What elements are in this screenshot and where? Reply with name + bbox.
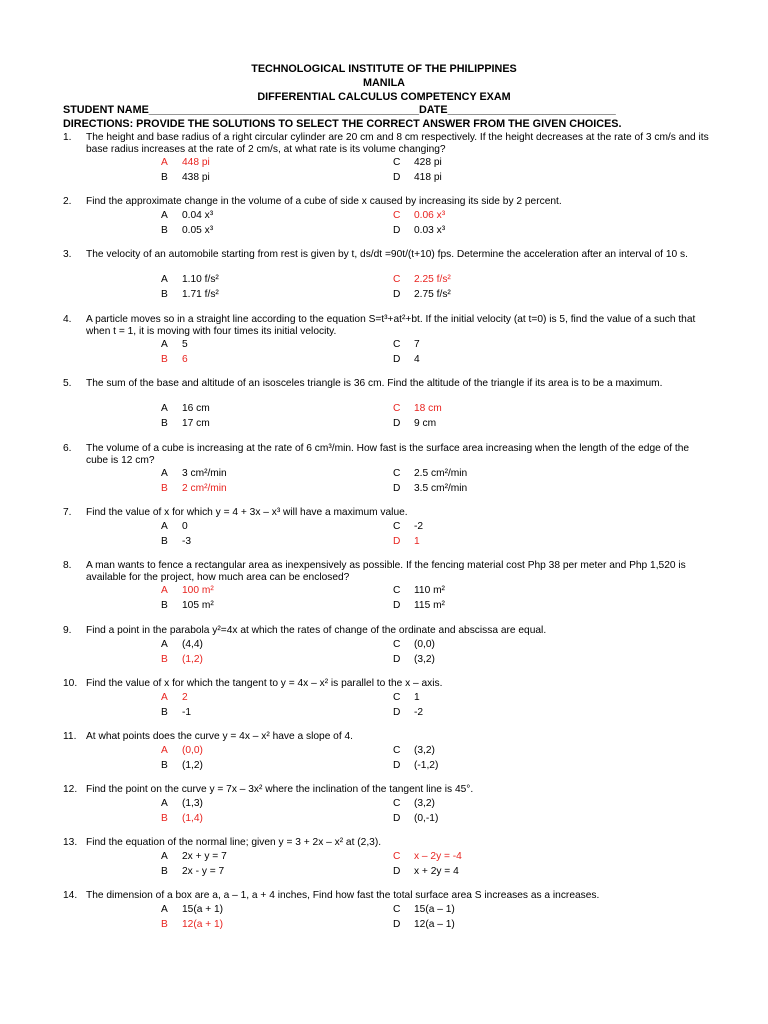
city-heading: MANILA (363, 77, 405, 89)
choice-value: 110 m² (414, 585, 445, 596)
answer-choice-a (161, 339, 188, 350)
answer-choice-d (393, 172, 442, 183)
choice-letter: D (393, 289, 401, 300)
question-text: The height and base radius of a right circular cylinder are 20 cm and 8 cm respectively. If the height decreases at the rate of 3 cm/s and its base radius increases at the rate of 2 cm/s, at what rate is its volume changing? (86, 132, 709, 155)
choice-letter: A (161, 904, 168, 915)
choice-letter: C (393, 403, 401, 414)
choice-value: 15(a + 1) (182, 904, 224, 915)
choice-value: 16 cm (182, 403, 210, 414)
choice-value: (0,0) (182, 745, 203, 756)
choice-letter: C (393, 210, 401, 221)
question-text: The sum of the base and altitude of an isosceles triangle is 36 cm. Find the altitude of the triangle if its area is to be a maximum. (86, 378, 663, 389)
question (63, 132, 713, 155)
choice-letter: B (161, 654, 168, 665)
choice-letter: A (161, 851, 168, 862)
answer-choice-c (393, 210, 445, 221)
choice-value: 438 pi (182, 172, 210, 183)
answer-choice-d (393, 707, 423, 718)
answer-choice-d (393, 225, 445, 236)
choice-letter: C (393, 851, 401, 862)
choice-value: 2 cm²/min (182, 483, 227, 494)
choice-value: 18 cm (414, 403, 442, 414)
answer-choice-b (161, 760, 203, 771)
question (63, 560, 713, 583)
answer-choice-a (161, 745, 203, 756)
question (63, 443, 713, 466)
answer-choice-c (393, 585, 445, 596)
choice-value: 0.03 x³ (414, 225, 446, 236)
question (63, 507, 713, 519)
choice-letter: B (161, 418, 168, 429)
choice-value: 428 pi (414, 157, 442, 168)
choice-value: 2 (182, 692, 188, 703)
choice-value: -2 (414, 521, 424, 532)
choice-letter: A (161, 639, 168, 650)
choice-value: 115 m² (414, 600, 445, 611)
answer-choice-a (161, 692, 188, 703)
answer-choice-b (161, 225, 213, 236)
choice-value: -3 (182, 536, 192, 547)
question-text: The volume of a cube is increasing at the rate of 6 cm³/min. How fast is the surface area increasing when the length of the edge of the cube is 12 cm? (86, 443, 690, 466)
choice-value: (3,2) (414, 745, 435, 756)
choice-value: (-1,2) (414, 760, 439, 771)
choice-value: 0 (182, 521, 188, 532)
choice-letter: A (161, 468, 168, 479)
choice-letter: D (393, 418, 401, 429)
institute-heading: TECHNOLOGICAL INSTITUTE OF THE PHILIPPINES (251, 63, 517, 75)
choice-value: -2 (414, 707, 424, 718)
directions: DIRECTIONS: PROVIDE THE SOLUTIONS TO SELECT THE CORRECT ANSWER FROM THE GIVEN CHOICES. (63, 118, 622, 130)
choice-letter: C (393, 639, 401, 650)
question-text: The dimension of a box are a, a – 1, a + 4 inches, Find how fast the total surface area S increases as a increases. (86, 890, 600, 901)
answer-choice-b (161, 707, 191, 718)
answer-choice-a (161, 904, 223, 915)
question-number: 4. (63, 314, 72, 325)
answer-choice-c (393, 468, 467, 479)
choice-value: 17 cm (182, 418, 210, 429)
choice-value: x – 2y = -4 (414, 851, 462, 862)
choice-letter: B (161, 289, 168, 300)
answer-choice-b (161, 919, 223, 930)
choice-value: 0.06 x³ (414, 210, 446, 221)
question-number: 14. (63, 890, 78, 901)
choice-letter: B (161, 707, 168, 718)
answer-choice-d (393, 600, 445, 611)
choice-letter: C (393, 585, 401, 596)
answer-choice-a (161, 468, 227, 479)
answer-choice-a (161, 851, 227, 862)
choice-value: 105 m² (182, 600, 214, 611)
choice-letter: D (393, 536, 401, 547)
question-number: 10. (63, 678, 78, 689)
choice-letter: A (161, 692, 168, 703)
answer-choice-a (161, 798, 203, 809)
answer-choice-d (393, 919, 455, 930)
choice-letter: B (161, 536, 168, 547)
answer-choice-c (393, 157, 442, 168)
question-number: 5. (63, 378, 72, 389)
choice-letter: B (161, 225, 168, 236)
choice-letter: B (161, 483, 168, 494)
answer-choice-d (393, 536, 420, 547)
question-text: At what points does the curve y = 4x – x² have a slope of 4. (86, 731, 354, 742)
exam-title: DIFFERENTIAL CALCULUS COMPETENCY EXAM (257, 91, 511, 103)
question-number: 3. (63, 249, 72, 260)
question (63, 678, 713, 690)
question-number: 13. (63, 837, 78, 848)
choice-letter: D (393, 225, 401, 236)
choice-letter: B (161, 813, 168, 824)
question-text: A man wants to fence a rectangular area as inexpensively as possible. If the fencing material cost Php 38 per meter and Php 1,520 is available for the project, how much area can be enclosed? (86, 560, 686, 583)
answer-choice-c (393, 521, 423, 532)
choice-letter: D (393, 919, 401, 930)
choice-value: 0.05 x³ (182, 225, 214, 236)
answer-choice-a (161, 585, 214, 596)
answer-choice-d (393, 354, 420, 365)
choice-value: 418 pi (414, 172, 442, 183)
choice-value: 12(a – 1) (414, 919, 455, 930)
answer-choice-c (393, 274, 451, 285)
question (63, 249, 713, 261)
choice-value: 2.5 cm²/min (414, 468, 468, 479)
choice-value: 3.5 cm²/min (414, 483, 468, 494)
choice-letter: D (393, 172, 401, 183)
choice-letter: C (393, 339, 401, 350)
choice-letter: D (393, 483, 401, 494)
question-text: Find the value of x for which y = 4 + 3x – x³ will have a maximum value. (86, 507, 408, 518)
question-text: Find the value of x for which the tangent to y = 4x – x² is parallel to the x – axis. (86, 678, 443, 689)
answer-choice-c (393, 403, 442, 414)
choice-value: 448 pi (182, 157, 210, 168)
answer-choice-b (161, 172, 210, 183)
answer-choice-a (161, 403, 210, 414)
question (63, 784, 713, 796)
question-number: 6. (63, 443, 72, 454)
choice-value: 6 (182, 354, 188, 365)
answer-choice-b (161, 354, 188, 365)
choice-letter: A (161, 157, 168, 168)
choice-value: (1,2) (182, 654, 203, 665)
choice-letter: A (161, 274, 168, 285)
answer-choice-b (161, 654, 203, 665)
answer-choice-c (393, 692, 420, 703)
answer-choice-d (393, 813, 438, 824)
choice-letter: A (161, 798, 168, 809)
answer-choice-b (161, 483, 227, 494)
question-number: 7. (63, 507, 72, 518)
choice-value: 15(a – 1) (414, 904, 455, 915)
answer-choice-d (393, 866, 459, 877)
choice-letter: C (393, 745, 401, 756)
choice-value: 1.10 f/s² (182, 274, 219, 285)
choice-letter: A (161, 210, 168, 221)
choice-value: 2.25 f/s² (414, 274, 451, 285)
answer-choice-d (393, 760, 438, 771)
choice-letter: D (393, 813, 401, 824)
choice-value: 1 (414, 536, 420, 547)
answer-choice-a (161, 157, 210, 168)
choice-letter: C (393, 904, 401, 915)
answer-choice-a (161, 274, 219, 285)
question-number: 11. (63, 731, 77, 742)
choice-letter: B (161, 866, 168, 877)
answer-choice-c (393, 745, 435, 756)
question-number: 12. (63, 784, 78, 795)
question-text: The velocity of an automobile starting from rest is given by t, ds/dt =90t/(t+10) fps. Determine the acceleration after an interval of 10 s. (86, 249, 688, 260)
answer-choice-c (393, 339, 420, 350)
choice-letter: A (161, 585, 168, 596)
choice-value: (0,-1) (414, 813, 439, 824)
choice-letter: D (393, 654, 401, 665)
question (63, 314, 713, 337)
answer-choice-c (393, 904, 455, 915)
student-name-date-line: STUDENT NAME_____________________________________________DATE____________________________ (63, 104, 616, 116)
answer-choice-b (161, 813, 203, 824)
question (63, 378, 713, 390)
choice-value: (3,2) (414, 654, 435, 665)
choice-letter: A (161, 521, 168, 532)
choice-letter: C (393, 521, 401, 532)
choice-letter: C (393, 274, 401, 285)
choice-letter: C (393, 157, 401, 168)
question-text: Find the equation of the normal line; given y = 3 + 2x – x² at (2,3). (86, 837, 382, 848)
answer-choice-b (161, 600, 214, 611)
choice-value: (4,4) (182, 639, 203, 650)
choice-value: 100 m² (182, 585, 214, 596)
answer-choice-d (393, 418, 436, 429)
choice-letter: B (161, 600, 168, 611)
choice-letter: D (393, 707, 401, 718)
choice-value: 7 (414, 339, 420, 350)
choice-letter: A (161, 403, 168, 414)
answer-choice-c (393, 798, 435, 809)
answer-choice-d (393, 654, 435, 665)
answer-choice-a (161, 210, 213, 221)
answer-choice-c (393, 851, 462, 862)
question (63, 625, 713, 637)
choice-value: (1,3) (182, 798, 203, 809)
choice-value: (0,0) (414, 639, 435, 650)
choice-value: (1,2) (182, 760, 203, 771)
choice-letter: A (161, 745, 168, 756)
choice-value: 4 (414, 354, 420, 365)
choice-letter: D (393, 866, 401, 877)
choice-letter: B (161, 919, 168, 930)
answer-choice-c (393, 639, 435, 650)
question (63, 837, 713, 849)
question-text: Find the point on the curve y = 7x – 3x² where the inclination of the tangent line is 45°. (86, 784, 474, 795)
answer-choice-b (161, 289, 219, 300)
answer-choice-d (393, 483, 467, 494)
question (63, 731, 713, 743)
choice-letter: B (161, 760, 168, 771)
question-number: 1. (63, 132, 72, 143)
choice-letter: C (393, 468, 401, 479)
answer-choice-d (393, 289, 451, 300)
choice-letter: A (161, 339, 168, 350)
question-number: 8. (63, 560, 72, 571)
answer-choice-a (161, 521, 188, 532)
answer-choice-b (161, 418, 210, 429)
question-text: Find the approximate change in the volume of a cube of side x caused by increasing its side by 2 percent. (86, 196, 562, 207)
choice-value: 1 (414, 692, 420, 703)
question-text: Find a point in the parabola y²=4x at which the rates of change of the ordinate and abscissa are equal. (86, 625, 547, 636)
question-text: A particle moves so in a straight line according to the equation S=t³+at²+bt. If the initial velocity (at t=0) is 5, find the value of a such that when t = 1, it is moving with four times its initial velocity. (86, 314, 696, 337)
choice-letter: C (393, 692, 401, 703)
choice-value: 12(a + 1) (182, 919, 224, 930)
question (63, 196, 713, 208)
choice-letter: D (393, 760, 401, 771)
choice-letter: C (393, 798, 401, 809)
choice-letter: D (393, 354, 401, 365)
answer-choice-b (161, 536, 191, 547)
answer-choice-a (161, 639, 203, 650)
choice-value: (3,2) (414, 798, 435, 809)
choice-value: 0.04 x³ (182, 210, 214, 221)
choice-value: -1 (182, 707, 192, 718)
choice-value: 2x + y = 7 (182, 851, 227, 862)
choice-value: 3 cm²/min (182, 468, 227, 479)
answer-choice-b (161, 866, 224, 877)
choice-letter: D (393, 600, 401, 611)
question-number: 2. (63, 196, 72, 207)
choice-value: (1,4) (182, 813, 203, 824)
choice-value: 2.75 f/s² (414, 289, 451, 300)
choice-value: x + 2y = 4 (414, 866, 459, 877)
choice-letter: B (161, 172, 168, 183)
choice-value: 1.71 f/s² (182, 289, 219, 300)
choice-value: 5 (182, 339, 188, 350)
choice-letter: B (161, 354, 168, 365)
question-number: 9. (63, 625, 72, 636)
choice-value: 9 cm (414, 418, 437, 429)
question (63, 890, 713, 902)
choice-value: 2x - y = 7 (182, 866, 225, 877)
